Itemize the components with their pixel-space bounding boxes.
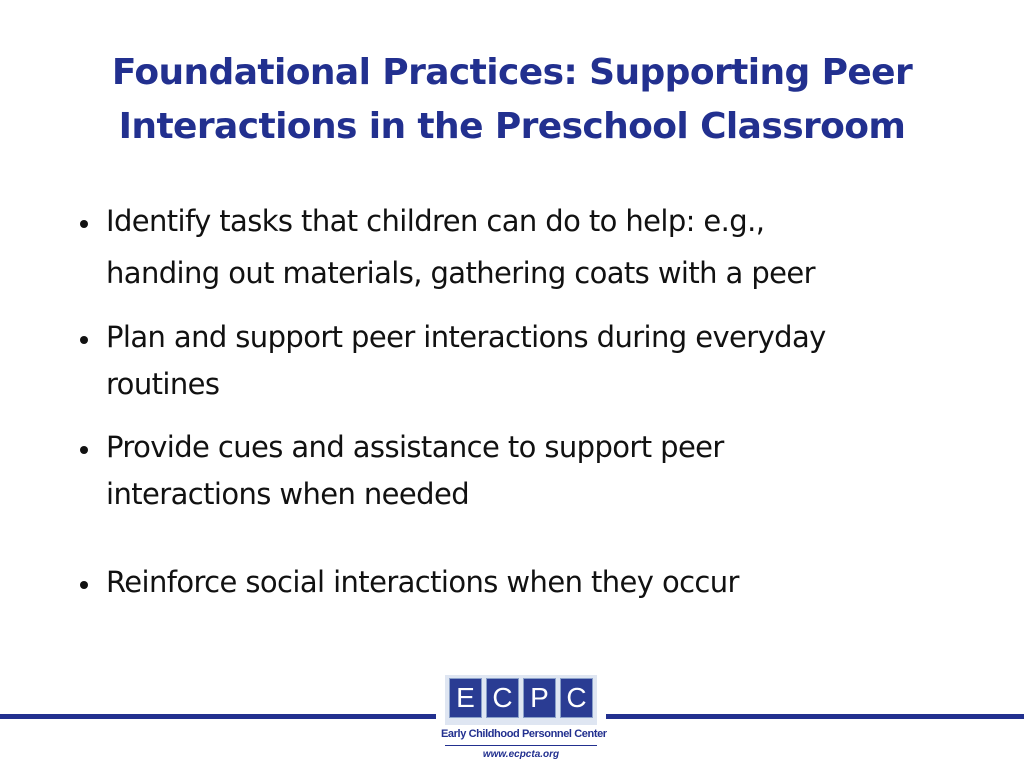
bullet-dot-icon: [80, 581, 88, 589]
slide-title-line-2: Interactions in the Preschool Classroom: [118, 106, 906, 147]
logo-tiles: [445, 675, 597, 725]
footer-rule-left: [0, 714, 436, 719]
logo-tile-p: P: [523, 678, 556, 718]
slide-title: [40, 46, 984, 154]
bullet-dot-icon: [80, 336, 88, 344]
bullet-text-line: Provide cues and assistance to support peer: [106, 430, 724, 464]
bullet-text-line: Reinforce social interactions when they occur: [106, 565, 739, 599]
logo-tile-c: C: [486, 678, 519, 718]
organization-name: Early Childhood Personnel Center: [441, 728, 607, 740]
bullet-text-line: interactions when needed: [106, 477, 470, 511]
logo-tile-e: E: [449, 678, 482, 718]
bullet-text-line: Identify tasks that children can do to help: e.g.,: [106, 204, 765, 238]
logo-tile-c2: C: [560, 678, 593, 718]
bullet-dot-icon: [80, 220, 88, 228]
bullet-text-line: Plan and support peer interactions during everyday: [106, 320, 826, 354]
bullet-text-line: handing out materials, gathering coats with a peer: [106, 256, 815, 290]
footer-rule-right: [606, 714, 1024, 719]
organization-website: www.ecpcta.org: [482, 749, 560, 760]
bullet-text-line: routines: [106, 367, 220, 401]
logo-divider: [445, 745, 597, 746]
bullet-dot-icon: [80, 446, 88, 454]
ecpc-logo: [441, 673, 607, 768]
slide-title-line-1: Foundational Practices: Supporting Peer: [111, 52, 913, 93]
